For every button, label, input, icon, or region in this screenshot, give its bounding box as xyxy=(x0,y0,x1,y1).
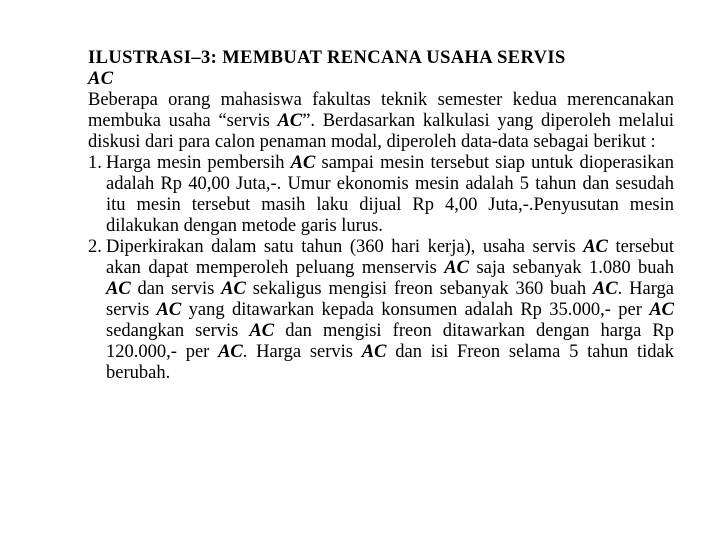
text-segment: yang ditawarkan kepada konsumen adalah Rp 35.000,- per xyxy=(181,300,650,320)
text-segment: . Harga servis xyxy=(106,279,674,320)
ac-term: AC xyxy=(583,237,608,257)
document-title xyxy=(88,48,674,90)
text-segment: ”. Berdasarkan kalkulasi yang diperoleh melalui diskusi dari para calon penaman modal, diperoleh data-data sebagai berikut : xyxy=(88,111,674,152)
list-item-text xyxy=(106,153,674,236)
text-segment: . Harga servis xyxy=(242,342,362,362)
ac-term: AC xyxy=(444,258,469,278)
text-segment: tersebut akan dapat memperoleh peluang menservis xyxy=(106,237,675,278)
ac-term: AC xyxy=(290,153,316,173)
list-item-text xyxy=(106,237,674,383)
ac-term: AC xyxy=(249,321,275,341)
numbered-list xyxy=(88,153,674,384)
ac-term: AC xyxy=(221,279,246,299)
list-item-number: 2. xyxy=(88,237,102,257)
ac-term: AC xyxy=(156,300,182,320)
text-segment: dan mengisi freon ditawarkan dengan harga Rp 120.000,- per xyxy=(106,321,674,362)
intro-paragraph xyxy=(88,90,674,153)
text-segment: sekaligus mengisi freon sebanyak 360 buah xyxy=(245,279,593,299)
ac-term: AC xyxy=(277,111,303,131)
list-item-number: 1. xyxy=(88,153,102,173)
ac-term: AC xyxy=(218,342,243,362)
ac-term: AC xyxy=(106,279,131,299)
text-segment: Harga mesin pembersih xyxy=(106,153,291,173)
text-segment: dan isi Freon selama 5 tahun tidak berubah. xyxy=(106,342,674,383)
list-item xyxy=(88,153,674,237)
text-segment: Diperkirakan dalam satu tahun (360 hari kerja), usaha servis xyxy=(106,237,584,257)
title-ac: AC xyxy=(88,69,114,89)
ac-term: AC xyxy=(649,300,674,320)
text-segment: Beberapa orang mahasiswa fakultas teknik semester kedua merencanakan membuka usaha “servis xyxy=(88,90,674,131)
list-item xyxy=(88,237,674,384)
ac-term: AC xyxy=(361,342,387,362)
document-page xyxy=(88,48,674,384)
text-segment: saja sebanyak 1.080 buah xyxy=(468,258,674,278)
ac-term: AC xyxy=(592,279,618,299)
title-main: ILUSTRASI–3: MEMBUAT RENCANA USAHA SERVIS xyxy=(88,48,566,68)
text-segment: sampai mesin tersebut siap untuk dioperasikan adalah Rp 40,00 Juta,-. Umur ekonomis mesin adalah 5 tahun dan sesudah itu mesin tersebut masih laku dijual Rp 4,00 Juta,-.Penyusutan mesin dilakukan dengan metode garis lurus. xyxy=(106,153,674,236)
text-segment: dan servis xyxy=(130,279,222,299)
text-segment: sedangkan servis xyxy=(106,321,250,341)
